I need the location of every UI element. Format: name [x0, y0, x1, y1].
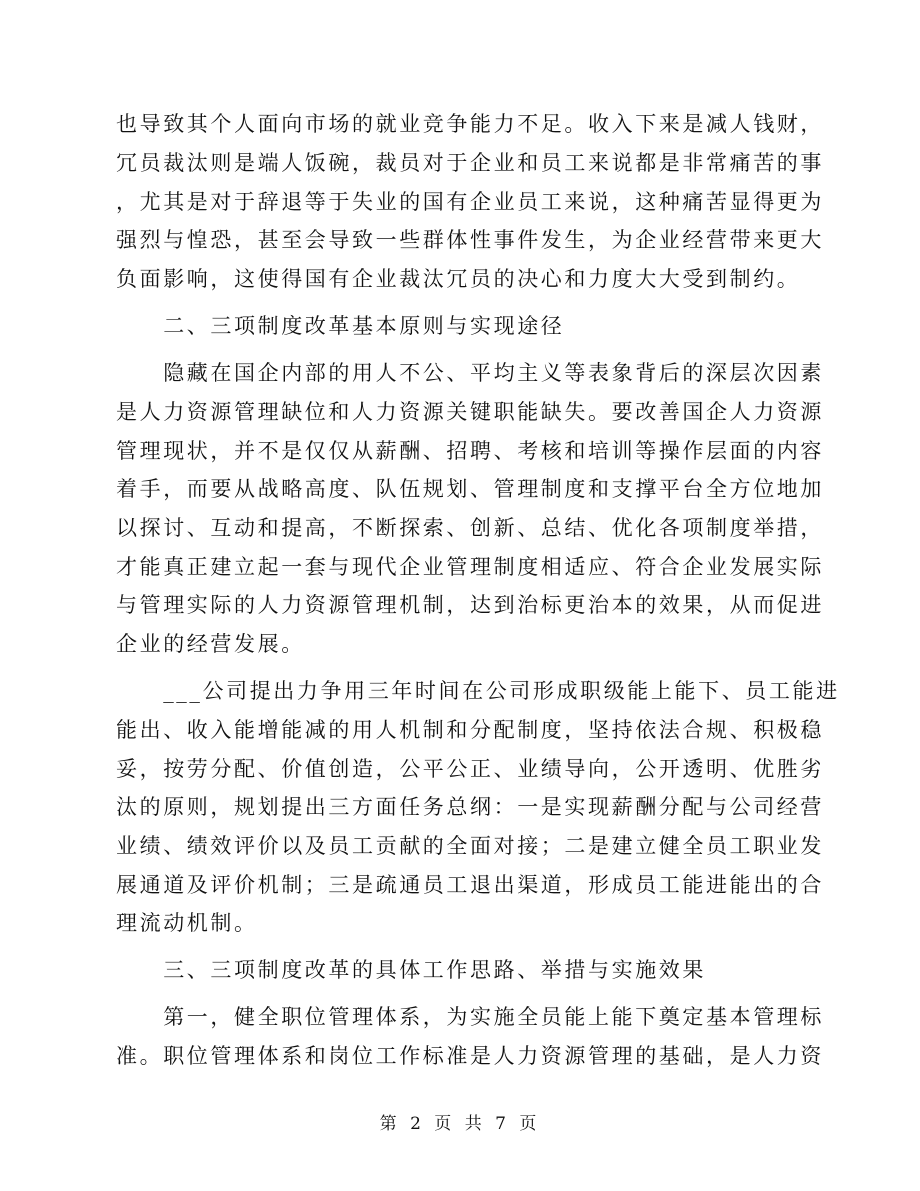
body-text-line: 也导致其个人面向市场的就业竞争能力不足。收入下来是减人钱财，: [116, 112, 824, 136]
body-text-line: 冗员裁汰则是端人饭碗，裁员对于企业和员工来说都是非常痛苦的事: [116, 151, 824, 175]
body-text-line: 能出、收入能增能减的用人机制和分配制度，坚持依法合规、积极稳: [116, 718, 824, 742]
body-text-line: 妥，按劳分配、价值创造，公平公正、业绩导向，公开透明、优胜劣: [116, 757, 824, 781]
body-text-line: 准。职位管理体系和岗位工作标准是人力资源管理的基础，是人力资: [116, 1044, 824, 1068]
body-text-line: 企业的经营发展。: [116, 632, 305, 656]
body-text-line: 着手，而要从战略高度、队伍规划、管理制度和支撑平台全方位地加: [116, 477, 824, 501]
body-text-line: 汰的原则，规划提出三方面任务总纲：一是实现薪酬分配与公司经营: [116, 795, 824, 819]
body-text-line: ，尤其是对于辞退等于失业的国有企业员工来说，这种痛苦显得更为: [116, 190, 824, 214]
body-text-line: 隐藏在国企内部的用人不公、平均主义等表象背后的深层次因素: [116, 361, 824, 385]
body-text-line: 才能真正建立起一套与现代企业管理制度相适应、符合企业发展实际: [116, 555, 824, 579]
section-heading: 二、三项制度改革基本原则与实现途径: [116, 314, 565, 338]
body-text-line: 理流动机制。: [116, 911, 258, 935]
section-heading: 三、三项制度改革的具体工作思路、举措与实施效果: [116, 958, 706, 982]
body-text-line: 业绩、绩效评价以及员工贡献的全面对接；二是建立健全员工职业发: [116, 834, 824, 858]
body-text-line: 以探讨、互动和提高，不断探索、创新、总结、优化各项制度举措，: [116, 516, 824, 540]
body-text-line: 是人力资源管理缺位和人力资源关键职能缺失。要改善国企人力资源: [116, 400, 824, 424]
body-text-line: 管理现状，并不是仅仅从薪酬、招聘、考核和培训等操作层面的内容: [116, 439, 824, 463]
body-text-line: 第一，健全职位管理体系，为实施全员能上能下奠定基本管理标: [116, 1005, 824, 1029]
body-text-line: ___公司提出力争用三年时间在公司形成职级能上能下、员工能进: [116, 679, 840, 703]
body-text-line: 与管理实际的人力资源管理机制，达到治标更治本的效果，从而促进: [116, 593, 824, 617]
body-text-line: 负面影响，这使得国有企业裁汰冗员的决心和力度大大受到制约。: [116, 267, 801, 291]
page-number-footer: 第 2 页 共 7 页: [379, 1114, 541, 1134]
body-text-line: 强烈与惶恐，甚至会导致一些群体性事件发生，为企业经营带来更大: [116, 228, 824, 252]
body-text-line: 展通道及评价机制；三是疏通员工退出渠道，形成员工能进能出的合: [116, 873, 824, 897]
